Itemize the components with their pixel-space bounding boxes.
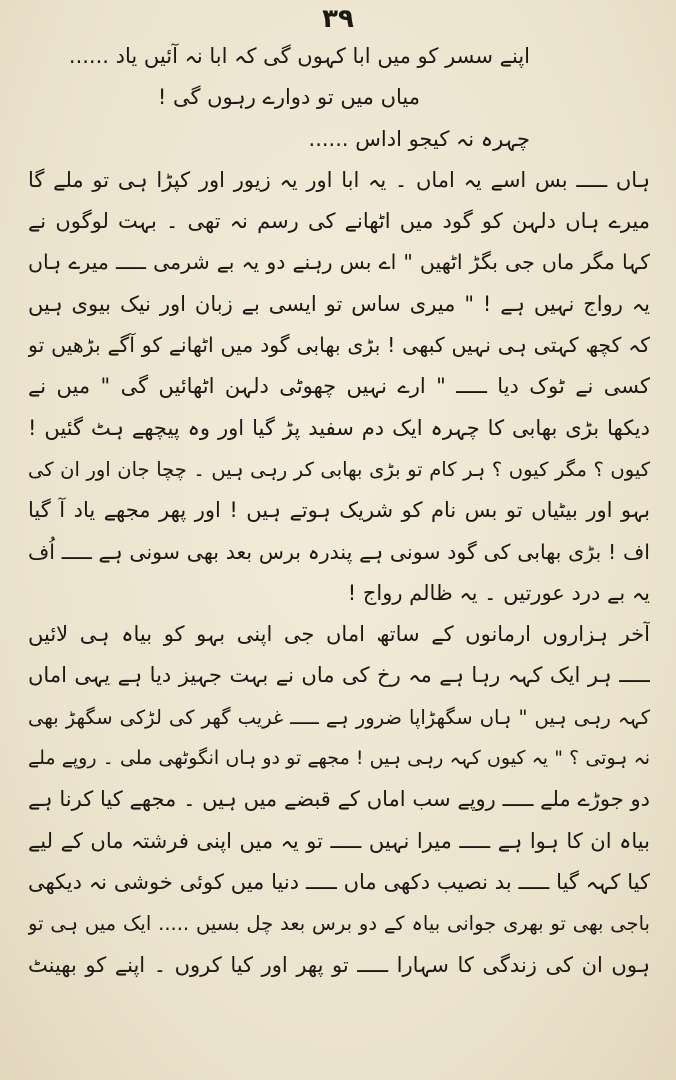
text-line: بیاہ ان کا ہوا ہے ـــــ میرا نہیں ـــــ تو یہ میں اپنی فرشتہ ماں کے لیے: [28, 828, 650, 853]
text-line: کہہ رہی ہیں " ہاں سگھڑاپا ضرور ہے ـــــ غریب گھر کی لڑکی سگھڑ بھی: [28, 705, 650, 729]
text-line: اپنے سسر کو میں ابا کہوں گی کہ ابا نہ آئیں یاد ......: [68, 44, 530, 68]
urdu-text-body: [28, 36, 650, 986]
text-line: دیکھا بڑی بھابی کا چہرہ ایک دم سفید پڑ گیا اور وہ پیچھے ہٹ گئیں !: [28, 415, 650, 440]
text-line: میرے ہاں دلہن کو گود میں اٹھانے کی رسم نہ تھی ۔ بہت لوگوں نے: [28, 209, 650, 234]
text-line: کیوں ؟ مگر کیوں ؟ ہر کام تو بڑی بھابی کر رہی ہیں ۔ چچا جان اور ان کی: [28, 457, 650, 481]
text-line: ہوں ان کی زندگی کا سہارا ـــــ تو پھر اور کیا کروں ۔ اپنے کو بھینٹ: [28, 952, 650, 977]
text-line: چہرہ نہ کیجو اداس ......: [308, 126, 530, 151]
text-line: ـــــ ہر ایک کہہ رہا ہے مہ رخ کی ماں نے بہت جہیز دیا ہے یہی اماں: [28, 663, 650, 688]
text-line: بہو اور بیٹیاں تو بس نام کو شریک ہوتے ہیں ! اور پھر مجھے یاد آ گیا: [28, 498, 650, 523]
text-line: آخر ہزاروں ارمانوں کے ساتھ اماں جی اپنی بہو کو بیاہ ہی لائیں: [28, 622, 650, 647]
text-line: میاں میں تو دوارے رہوں گی !: [157, 85, 420, 110]
text-line: دو جوڑے ملے ـــــ روپے سب اماں کے قبضے میں ہیں ۔ مجھے کیا کرنا ہے: [28, 787, 650, 812]
text-line: باجی بھی تو بھری جوانی بیاہ کے دو برس بعد چل بسیں ..... ایک میں ہی تو: [28, 912, 650, 936]
text-line: کہا مگر ماں جی بگڑ اٹھیں " اے بس رہنے دو یہ بے شرمی ـــــ میرے ہاں: [28, 250, 650, 275]
text-line: کسی نے ٹوک دیا ـــــ " ارے نہیں چھوٹی دلہن اٹھائیں گی " میں نے: [28, 374, 650, 399]
text-line: یہ بے درد عورتیں ۔ یہ ظالم رواج !: [347, 580, 650, 605]
text-line: کہ کچھ کہتی ہی نہیں کبھی ! بڑی بھابی گود میں اٹھانے کو آگے بڑھیں تو: [28, 333, 650, 358]
text-line: کیا کہہ گیا ـــــ بد نصیب دکھی ماں ـــــ دنیا میں کوئی خوشی نہ دیکھی: [28, 869, 650, 894]
text-line: اف ! بڑی بھابی کی گود سونی ہے پندرہ برس بعد بھی سونی ہے ـــــ اُف: [28, 539, 650, 564]
text-line: یہ رواج نہیں ہے ! " میری ساس تو ایسی بے زبان اور نیک بیوی ہیں: [28, 291, 650, 316]
text-line: نہ ہوتی ؟ " یہ کیوں کہہ رہی ہیں ! مجھے تو دو ہاں انگوٹھی ملی ۔ روپے ملے: [28, 747, 650, 770]
text-line: ہاں ـــــ بس اسے یہ اماں ۔ یہ ابا اور یہ زیور اور کپڑا ہی تو ملے گا: [28, 167, 650, 192]
page-number: ٣٩: [322, 4, 354, 34]
